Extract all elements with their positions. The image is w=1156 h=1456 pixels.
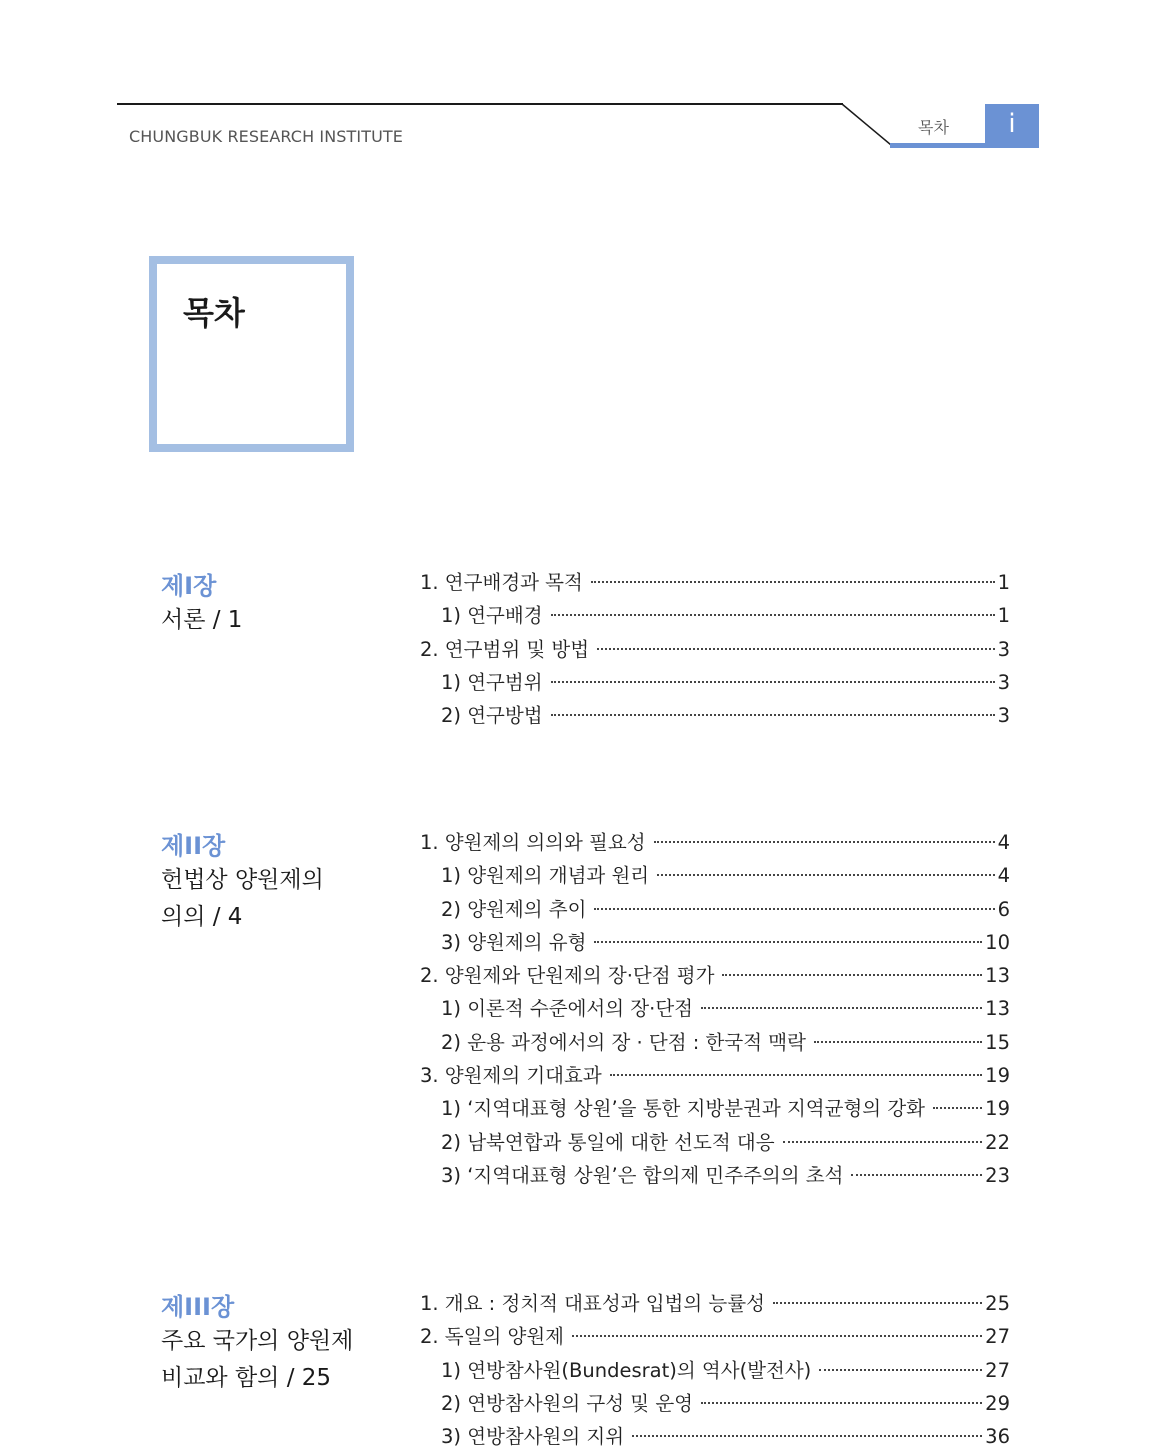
toc-entry[interactable] — [420, 566, 1010, 599]
toc-entry-text: 3) 양원제의 유형 — [441, 930, 587, 954]
toc-entry-text: 2. 양원제와 단원제의 장·단점 평가 — [420, 964, 715, 988]
leader-dots — [551, 613, 995, 616]
header-rule — [117, 103, 843, 105]
toc-entry-text: 1) 양원제의 개념과 원리 — [441, 864, 650, 888]
toc-entry-text: 2) 양원제의 추이 — [441, 897, 587, 921]
leader-dots — [551, 680, 995, 683]
leader-dots — [722, 973, 982, 976]
toc-entries — [420, 1287, 1010, 1453]
toc-entry-page: 19 — [985, 1064, 1010, 1088]
chapter-title-line: 의의 / 4 — [161, 904, 243, 930]
chapter-title — [161, 1323, 353, 1397]
leader-dots — [783, 1140, 983, 1143]
toc-entry[interactable] — [420, 992, 1010, 1025]
title-box — [149, 256, 354, 452]
toc-entry-page: 15 — [985, 1030, 1010, 1054]
toc-entry-page: 19 — [985, 1097, 1010, 1121]
leader-dots — [654, 840, 995, 843]
toc-entry[interactable] — [420, 926, 1010, 959]
section-label: 목차 — [918, 118, 949, 137]
toc-entry[interactable] — [420, 1287, 1010, 1320]
toc-entry-page: 13 — [985, 997, 1010, 1021]
chapter-title-line: 비교와 함의 / 25 — [161, 1365, 332, 1391]
toc-entry[interactable] — [420, 599, 1010, 632]
toc-entry[interactable] — [420, 1026, 1010, 1059]
toc-entry-page: 1 — [997, 604, 1010, 628]
leader-dots — [572, 1334, 982, 1337]
toc-entry-text: 1) 연방참사원(Bundesrat)의 역사(발전사) — [441, 1358, 812, 1382]
toc-entry-page: 3 — [997, 670, 1010, 694]
page-title: 목차 — [183, 294, 245, 332]
leader-dots — [814, 1040, 982, 1043]
toc-entry-page: 29 — [985, 1391, 1010, 1415]
toc-entry-text: 1) 연구배경 — [441, 604, 543, 628]
toc-entry-page: 3 — [997, 704, 1010, 728]
toc-entry[interactable] — [420, 1320, 1010, 1353]
leader-dots — [551, 713, 995, 716]
toc-entry[interactable] — [420, 893, 1010, 926]
toc-entry[interactable] — [420, 1092, 1010, 1125]
toc-entry-page: 1 — [997, 571, 1010, 594]
toc-entry[interactable] — [420, 959, 1010, 992]
toc-entry[interactable] — [420, 1354, 1010, 1387]
toc-entry-text: 2. 연구범위 및 방법 — [420, 637, 590, 661]
toc-entries — [420, 826, 1010, 1192]
toc-entry-page: 4 — [997, 864, 1010, 888]
toc-entry-text: 3) 연방참사원의 지위 — [441, 1425, 625, 1449]
toc-entry[interactable] — [420, 859, 1010, 892]
toc-entry-page: 25 — [985, 1292, 1010, 1315]
chapter-title-line: 주요 국가의 양원제 — [161, 1328, 354, 1354]
leader-dots — [701, 1401, 982, 1404]
toc-entry-page: 3 — [997, 637, 1010, 661]
toc-entry[interactable] — [420, 1126, 1010, 1159]
leader-dots — [851, 1173, 982, 1176]
chapter-number: 제III장 — [161, 1293, 235, 1321]
leader-dots — [597, 647, 995, 650]
toc-entry-text: 1) 이론적 수준에서의 장·단점 — [441, 997, 694, 1021]
toc-entry-text: 3. 양원제의 기대효과 — [420, 1064, 602, 1088]
toc-entry[interactable] — [420, 1159, 1010, 1192]
leader-dots — [632, 1434, 982, 1437]
toc-entry-text: 1. 연구배경과 목적 — [420, 571, 583, 594]
toc-entry-text: 2) 연구방법 — [441, 704, 543, 728]
leader-dots — [594, 907, 994, 910]
institute-name: CHUNGBUK RESEARCH INSTITUTE — [129, 127, 403, 146]
toc-entry-text: 1) 연구범위 — [441, 670, 543, 694]
chapter-number: 제I장 — [161, 572, 217, 600]
leader-dots — [591, 580, 995, 583]
page-number-badge: i — [985, 104, 1039, 145]
toc-entry[interactable] — [420, 666, 1010, 699]
toc-entry-page: 6 — [997, 897, 1010, 921]
toc-entry-page: 23 — [985, 1163, 1010, 1187]
toc-entry-page: 13 — [985, 964, 1010, 988]
toc-entry-text: 3) ‘지역대표형 상원’은 합의제 민주주의의 초석 — [441, 1163, 844, 1187]
leader-dots — [594, 940, 982, 943]
chapter-title — [161, 602, 242, 639]
toc-entry-text: 2) 연방참사원의 구성 및 운영 — [441, 1391, 694, 1415]
chapter-title-line: 헌법상 양원제의 — [161, 867, 324, 893]
leader-dots — [773, 1301, 982, 1304]
toc-entry[interactable] — [420, 826, 1010, 859]
toc-entry-page: 27 — [985, 1325, 1010, 1349]
leader-dots — [657, 873, 994, 876]
toc-entry-text: 2. 독일의 양원제 — [420, 1325, 565, 1349]
toc-entry-page: 4 — [997, 831, 1010, 854]
chapter-title — [161, 862, 324, 936]
header-accent-bar — [890, 143, 1039, 148]
chapter-title-line: 서론 / 1 — [161, 607, 243, 633]
leader-dots — [610, 1073, 982, 1076]
toc-entry[interactable] — [420, 1059, 1010, 1092]
leader-dots — [819, 1368, 982, 1371]
toc-entry-text: 2) 운용 과정에서의 장 · 단점 : 한국적 맥락 — [441, 1030, 806, 1054]
toc-entry-text: 2) 남북연합과 통일에 대한 선도적 대응 — [441, 1130, 775, 1154]
toc-entry-page: 22 — [985, 1130, 1010, 1154]
toc-entry[interactable] — [420, 1387, 1010, 1420]
leader-dots — [933, 1106, 982, 1109]
toc-entries — [420, 566, 1010, 732]
toc-entry-page: 10 — [985, 930, 1010, 954]
toc-entry-text: 1) ‘지역대표형 상원’을 통한 지방분권과 지역균형의 강화 — [441, 1097, 926, 1121]
toc-entry[interactable] — [420, 633, 1010, 666]
leader-dots — [701, 1006, 982, 1009]
toc-entry[interactable] — [420, 1420, 1010, 1453]
toc-entry-text: 1. 개요 : 정치적 대표성과 입법의 능률성 — [420, 1292, 765, 1315]
chapter-number: 제II장 — [161, 832, 226, 860]
toc-entry[interactable] — [420, 699, 1010, 732]
toc-entry-page: 27 — [985, 1358, 1010, 1382]
toc-entry-text: 1. 양원제의 의의와 필요성 — [420, 831, 646, 854]
toc-entry-page: 36 — [985, 1425, 1010, 1449]
